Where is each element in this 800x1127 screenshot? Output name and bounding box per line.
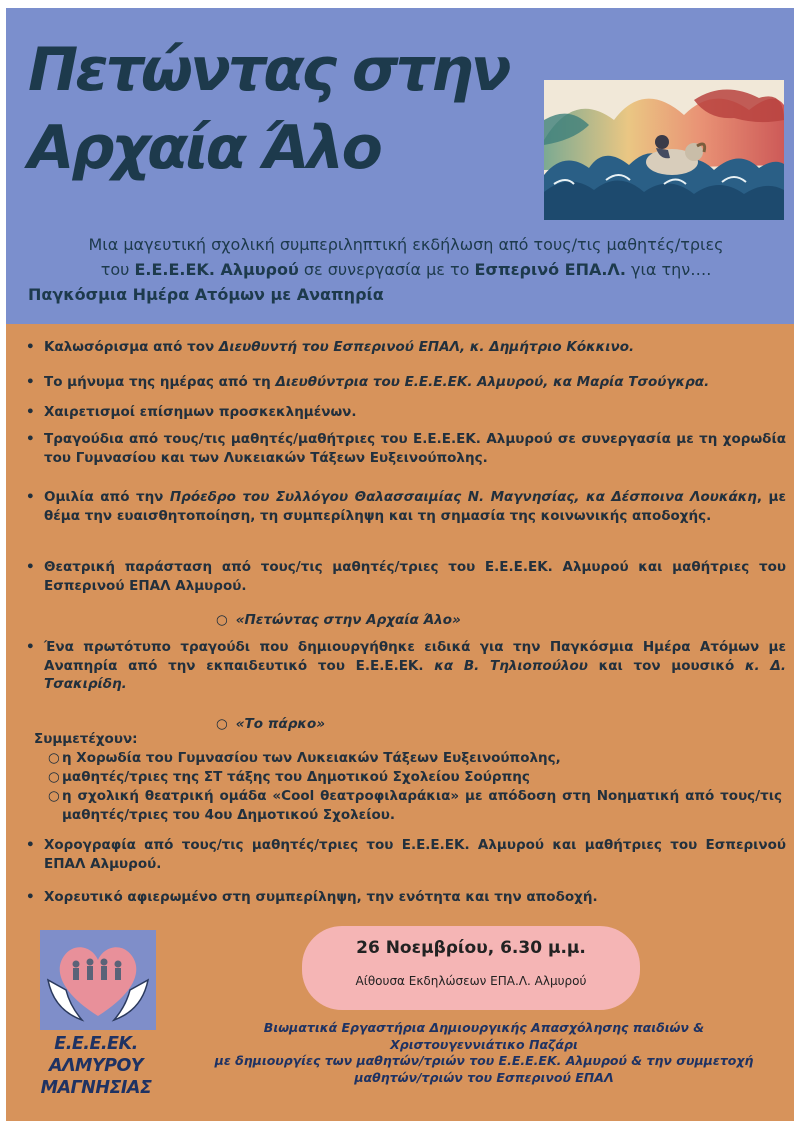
list-item: • Τραγούδια από τους/τις μαθητές/μαθήτριες του Ε.Ε.Ε.ΕΚ. Αλμυρού σε συνεργασία με τη χορωδία του Γυμνασίου και των Λυκειακών Τάξεων Ευξεινούπολης. [26, 431, 786, 466]
partner-name: Εσπερινό ΕΠΑ.Λ. [474, 260, 626, 279]
list-item: ○ η Χορωδία του Γυμνασίου των Λυκειακών Τάξεων Ευξεινούπολης, [48, 750, 561, 766]
intro-line2: του Ε.Ε.Ε.ΕΚ. Αλμυρού σε συνεργασία με το Εσπερινό ΕΠΑ.Λ. για την…. [100, 260, 712, 279]
intro-line3: Παγκόσμια Ημέρα Ατόμων με Αναπηρία [28, 285, 384, 304]
list-item: • Ένα πρωτότυπο τραγούδι που δημιουργήθηκε ειδικά για την Παγκόσμια Ημέρα Ατόμων με Αναπηρία από την εκπαιδευτικό του Ε.Ε.Ε.ΕΚ. κα Β. Τηλιοπούλου και τον μουσικό κ. Δ. Τσακιρίδη. [26, 639, 786, 692]
footer-line2: Χριστουγεννιάτικο Παζάρι [390, 1036, 578, 1052]
bullet-icon: • [26, 837, 35, 853]
circle-bullet-icon: ○ [48, 750, 60, 766]
logo-line1: Ε.Ε.Ε.ΕΚ. [54, 1034, 138, 1054]
list-item: ○ μαθητές/τριες της ΣΤ τάξης του Δημοτικού Σχολείου Σούρπης [48, 769, 530, 785]
footer-text [182, 1020, 786, 1086]
circle-bullet-icon: ○ [216, 716, 228, 732]
event-info-pill [302, 926, 640, 1010]
circle-bullet-icon: ○ [216, 612, 228, 628]
circle-bullet-icon: ○ [48, 769, 60, 785]
bullet-icon: • [26, 889, 35, 905]
participants-title: Συμμετέχουν: [34, 731, 138, 747]
school-logo [40, 930, 156, 1030]
list-item: • Χαιρετισμοί επίσημων προσκεκλημένων. [26, 404, 357, 420]
circle-bullet-icon: ○ [48, 788, 60, 804]
event-date: 26 Νοεμβρίου, 6.30 μ.μ. [356, 938, 586, 958]
list-item: • Το μήνυμα της ημέρας από τη Διευθύντρια του Ε.Ε.Ε.ΕΚ. Αλμυρού, κα Μαρία Τσούγκρα. [26, 374, 710, 390]
list-item: • Ομιλία από την Πρόεδρο του Συλλόγου Θαλασσαιμίας Ν. Μαγνησίας, κα Δέσποινα Λουκάκη, με θέμα την ευαισθητοποίηση, τη συμπερίληψη και τη σημασία της κοινωνικής αποδοχής. [26, 489, 786, 524]
subtitle-park: ○ «Το πάρκο» [216, 716, 325, 732]
footer-line3: με δημιουργίες των μαθητών/τριών του Ε.Ε.Ε.ΕΚ. Αλμυρού & την συμμετοχή [214, 1053, 754, 1068]
intro-line1: Μια μαγευτική σχολική συμπεριληπτική εκδήλωση από τους/τις μαθητές/τριες [88, 235, 724, 254]
bullet-icon: • [26, 374, 35, 390]
logo-line2: ΑΛΜΥΡΟΥ [48, 1056, 144, 1076]
list-item: ○ η σχολική θεατρική ομάδα «Cool θεατροφιλαράκια» με απόδοση στη Νοηματική από τους/τις μαθητές/τριες του 4ου Δημοτικού Σχολείου. [48, 788, 782, 823]
subtitle-song: ○ «Πετώντας στην Αρχαία Άλο» [216, 612, 461, 628]
bullet-icon: • [26, 559, 35, 575]
bullet-icon: • [26, 404, 35, 420]
footer-line4: μαθητών/τριών του Εσπερινού ΕΠΑΛ [354, 1069, 614, 1085]
list-item: • Καλωσόρισμα από τον Διευθυντή του Εσπερινού ΕΠΑΛ, κ. Δημήτριο Κόκκινο. [26, 339, 635, 355]
bullet-icon: • [26, 489, 35, 505]
bullet-icon: • [26, 639, 35, 655]
intro-text [26, 232, 786, 307]
event-place: Αίθουσα Εκδηλώσεων ΕΠΑ.Λ. Αλμυρού [355, 974, 587, 988]
list-item: • Χορευτικό αφιερωμένο στη συμπερίληψη, την ενότητα και την αποδοχή. [26, 889, 598, 905]
mythical-ram-sea-illustration [544, 80, 784, 220]
bullet-icon: • [26, 431, 35, 447]
logo-line3: ΜΑΓΝΗΣΙΑΣ [40, 1078, 152, 1098]
list-item: • Χορογραφία από τους/τις μαθητές/τριες του Ε.Ε.Ε.ΕΚ. Αλμυρού και μαθήτριες του Εσπερινού ΕΠΑΛ Αλμυρού. [26, 837, 786, 872]
list-item: • Θεατρική παράσταση από τους/τις μαθητές/τριες του Ε.Ε.Ε.ΕΚ. Αλμυρού και μαθήτριες του Εσπερινού ΕΠΑΛ Αλμυρού. [26, 559, 786, 594]
poster [6, 8, 794, 1121]
school-name: Ε.Ε.Ε.ΕΚ. Αλμυρού [134, 260, 299, 279]
bullet-icon: • [26, 339, 35, 355]
poster-title-line2: Αρχαία Άλο [28, 113, 380, 183]
poster-title-line1: Πετώντας στην [28, 35, 509, 105]
footer-line1: Βιωματικά Εργαστήρια Δημιουργικής Απασχόλησης παιδιών & [263, 1020, 705, 1035]
